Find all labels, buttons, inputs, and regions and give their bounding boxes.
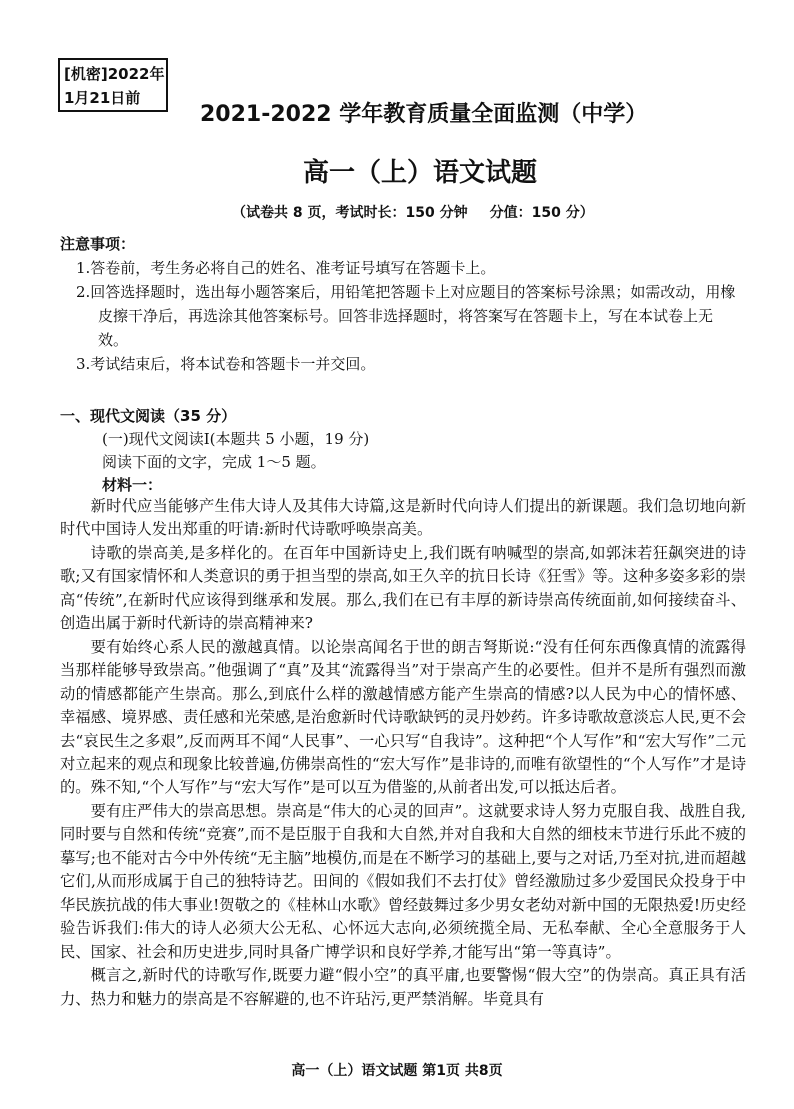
section-title: 一、现代文阅读（35 分） [60,407,237,425]
passage-paragraph: 要有始终心系人民的激越真情。以论崇高闻名于世的朗吉弩斯说:“没有任何东西像真情的流露得当那样能够导致崇高。”他强调了“真”及其“流露得当”对于崇高产生的必要性。但并不是所有强烈而激动的情感都能产生崇高。那么,到底什么样的激越情感方能产生崇高的情感?以人民为中心的情怀感、幸福感、境界感、责任感和光荣感,是治愈新时代诗歌缺钙的灵丹妙药。许多诗歌故意淡忘人民,更不会去“哀民生之多艰”,反而两耳不闻“人民事”、一心只写“自我诗”。这种把“个人写作”和“宏大写作”二元对立起来的观点和现象比较普遍,仿佛崇高性的“宏大写作”是非诗的,而唯有欲望性的“个人写作”才是诗的。殊不知,“个人写作”与“宏大写作”是可以互为借鉴的,从前者出发,可以抵达后者。 [60,637,746,797]
reading-passage [60,495,746,1011]
exam-title: 2021-2022 学年教育质量全面监测（中学） [200,102,648,127]
exam-info [232,202,652,224]
passage-paragraph: 新时代应当能够产生伟大诗人及其伟大诗篇,这是新时代向诗人们提出的新课题。我们急切地向新时代中国诗人发出郑重的吁请:新时代诗歌呼唤崇高美。 [60,497,746,539]
notes-item: 3.考试结束后，将本试卷和答题卡一并交回。 [76,355,376,373]
section-subtitle: (一)现代文阅读Ⅰ(本题共 5 小题，19 分) [102,430,370,448]
passage-paragraph: 诗歌的崇高美,是多样化的。在百年中国新诗史上,我们既有呐喊型的崇高,如郭沫若狂飙突进的诗歌;又有国家情怀和人类意识的勇于担当型的崇高,如王久辛的抗日长诗《狂雪》等。这种多姿多彩的崇高“传统”,在新时代应该得到继承和发展。那么,我们在已有丰厚的新诗崇高传统面前,如何接续奋斗、创造出属于新时代新诗的崇高精神来? [60,543,746,633]
confidential-stamp [58,58,168,112]
passage-paragraph: 概言之,新时代的诗歌写作,既要力避“假小空”的真平庸,也要警惕“假大空”的伪崇高。真正具有活力、热力和魅力的崇高是不容解避的,也不许玷污,更严禁消解。毕竟具有 [60,966,746,1008]
exam-score: 分值：150 分） [489,205,594,221]
exam-pages-duration: （试卷共 8 页，考试时长：150 分钟 [232,205,468,221]
notes-heading: 注意事项： [60,235,136,253]
notes-block [60,232,740,376]
material-label: 材料一： [102,476,163,494]
notes-item: 1.答卷前，考生务必将自己的姓名、准考证号填写在答题卡上。 [76,259,496,277]
confidential-line-2: 1月21日前 [64,89,141,107]
passage-paragraph: 要有庄严伟大的崇高思想。崇高是“伟大的心灵的回声”。这就要求诗人努力克服自我、战胜自我,同时要与自然和传统“竞赛”,而不是臣服于自我和大自然,并对自我和大自然的细枝末节进行乐此不疲的摹写;也不能对古今中外传统“无主脑”地模仿,而是在不断学习的基础上,要与之对话,乃至对抗,进而超越它们,从而形成属于自己的独特诗艺。田间的《假如我们不去打仗》曾经激励过多少爱国民众投身于中华民族抗战的伟大事业!贺敬之的《桂林山水歌》曾经鼓舞过多少男女老幼对新中国的无限热爱!历史经验告诉我们:伟大的诗人必须大公无私、心怀远大志向,必须统揽全局、无私奉献、全心全意服务于人民、国家、社会和历史进步,同时具备广博学识和良好学养,才能写出“第一等真诗”。 [60,801,746,961]
notes-item: 2.回答选择题时，选出每小题答案后，用铅笔把答题卡上对应题目的答案标号涂黑；如需改动，用橡皮擦干净后，再选涂其他答案标号。回答非选择题时，将答案写在答题卡上，写在本试卷上无效。 [76,283,736,349]
exam-subtitle: 高一（上）语文试题 [302,158,537,188]
section-instruction: 阅读下面的文字，完成 1～5 题。 [102,453,326,471]
page-footer: 高一（上）语文试题 第1页 共8页 [291,1063,503,1079]
confidential-line-1: [机密]2022年 [64,65,165,83]
section-header [60,405,740,497]
